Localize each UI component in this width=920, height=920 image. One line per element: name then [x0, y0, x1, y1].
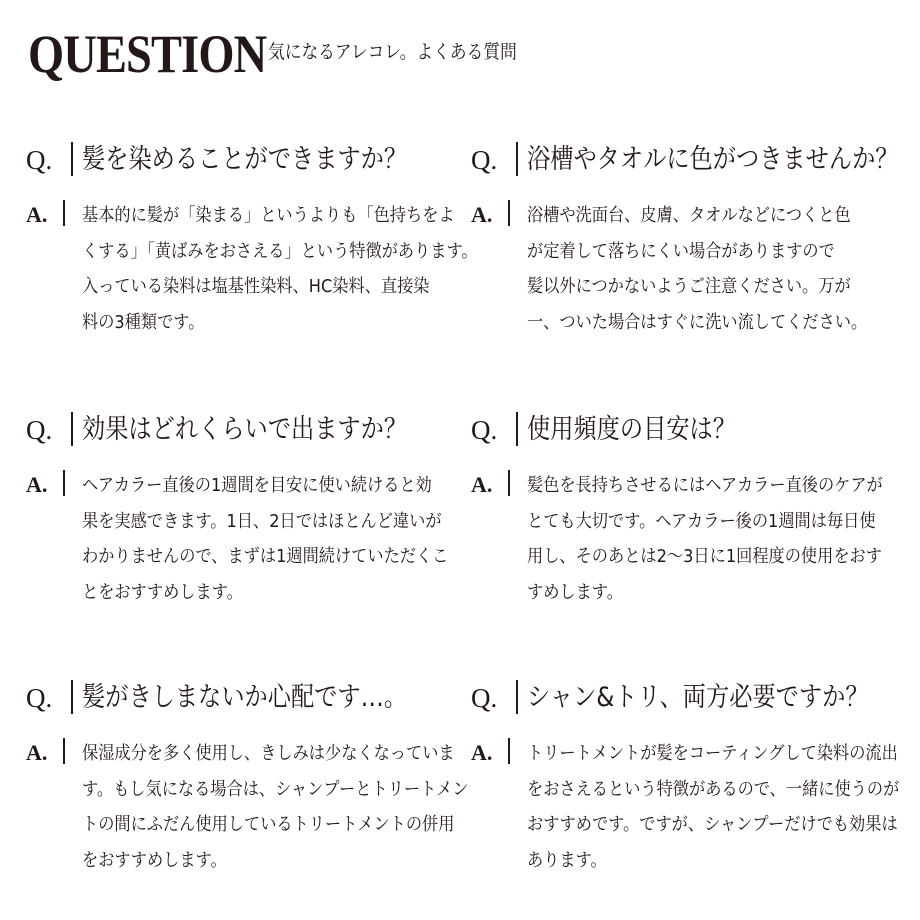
- question-row: [26, 138, 446, 182]
- answer-line: おすすめです。ですが、シャンプーだけでも効果は: [527, 814, 898, 835]
- answer-line: 果を実感できます。1日、2日ではほとんど違いが: [82, 510, 442, 532]
- answer-line: あります。: [527, 849, 607, 871]
- answer-line: 基本的に髪が「染まる」というよりも「色持ちをよ: [82, 205, 455, 226]
- answer-line: ヘアカラー直後の1週間を目安に使い続けると効: [82, 475, 432, 496]
- qa-item-usage-frequency: [471, 408, 891, 610]
- answer-label: A.: [471, 202, 493, 227]
- answer-block: [26, 198, 478, 340]
- question-divider: [516, 142, 518, 176]
- answer-divider: [63, 470, 65, 496]
- answer-block: [471, 736, 900, 878]
- answer-divider: [508, 200, 510, 226]
- page-subtitle: 気になるアレコレ。よくある質問: [268, 41, 517, 63]
- question-row: [26, 676, 446, 720]
- question-row: [471, 408, 891, 452]
- answer-line: 髪以外につかないようご注意ください。万が: [527, 276, 851, 297]
- answer-line: とても大切です。ヘアカラー後の1週間は毎日使: [527, 510, 876, 532]
- answer-line: くする」「黄ばみをおさえる」という特徴があります。: [82, 240, 478, 262]
- answer-divider: [508, 470, 510, 496]
- answer-line: す。もし気になる場合は、シャンプーとトリートメン: [82, 778, 469, 800]
- answer-line: が定着して落ちにくい場合がありますので: [527, 240, 835, 262]
- question-label: Q.: [471, 145, 498, 175]
- answer-block: [471, 468, 891, 610]
- answer-label: A.: [26, 472, 48, 497]
- question-label: Q.: [26, 683, 53, 713]
- answer-divider: [508, 738, 510, 764]
- question-text: 髪がきしまないか心配です…。: [82, 682, 408, 713]
- question-text: 髪を染めることができますか？: [82, 144, 408, 175]
- answer-text: [82, 736, 469, 878]
- answer-line: をおさえるという特徴があるので、一緒に使うのが: [527, 778, 900, 800]
- question-row: [471, 138, 899, 182]
- answer-divider: [63, 738, 65, 764]
- answer-text: [527, 736, 900, 878]
- question-label: Q.: [471, 415, 498, 445]
- answer-label: A.: [26, 202, 48, 227]
- page-header: [28, 24, 888, 84]
- answer-line: 髪色を長持ちさせるにはヘアカラー直後のケアが: [527, 475, 883, 496]
- answer-block: [26, 468, 449, 610]
- qa-item-effect-timing: [26, 408, 449, 610]
- answer-line: 用し、そのあとは2〜3日に1回程度の使用をおす: [527, 546, 882, 567]
- question-label: Q.: [26, 415, 53, 445]
- answer-line: 浴槽や洗面台、皮膚、タオルなどにつくと色: [527, 205, 851, 226]
- answer-text: [527, 198, 891, 340]
- question-text: シャン&トリ、両方必要ですか？: [527, 682, 869, 713]
- qa-item-hair-squeak: [26, 676, 469, 878]
- answer-line: 保湿成分を多く使用し、きしみは少なくなっていま: [82, 743, 455, 764]
- answer-line: 料の3種類です。: [82, 311, 205, 333]
- question-row: [471, 676, 891, 720]
- answer-line: わかりませんので、まずは1週間続けていただくこ: [82, 546, 449, 567]
- question-label: Q.: [26, 145, 53, 175]
- question-row: [26, 408, 446, 452]
- answer-label: A.: [471, 740, 493, 765]
- question-divider: [516, 680, 518, 714]
- answer-text: [82, 468, 449, 610]
- answer-line: すめします。: [527, 581, 623, 603]
- answer-label: A.: [26, 740, 48, 765]
- answer-line: をおすすめします。: [82, 849, 227, 871]
- answer-block: [471, 198, 891, 340]
- answer-line: トリートメントが髪をコーティングして染料の流出: [527, 743, 898, 764]
- qa-item-dye-hair: [26, 138, 478, 340]
- qa-item-stain-towel: [471, 138, 899, 340]
- question-divider: [71, 142, 73, 176]
- answer-line: 一、ついた場合はすぐに洗い流してください。: [527, 311, 868, 333]
- answer-text: [527, 468, 891, 610]
- question-divider: [71, 680, 73, 714]
- question-text: 効果はどれくらいで出ますか？: [82, 414, 408, 445]
- page-title: QUESTION: [28, 24, 267, 84]
- question-text: 使用頻度の目安は？: [527, 414, 736, 445]
- answer-divider: [63, 200, 65, 226]
- question-divider: [71, 412, 73, 446]
- question-text: 浴槽やタオルに色がつきませんか？: [527, 144, 899, 175]
- answer-block: [26, 736, 469, 878]
- question-divider: [516, 412, 518, 446]
- answer-line: とをおすすめします。: [82, 581, 243, 603]
- answer-line: 入っている染料は塩基性染料、HC染料、直接染: [82, 276, 430, 297]
- question-label: Q.: [471, 683, 498, 713]
- answer-line: トの間にふだん使用しているトリートメントの併用: [82, 814, 455, 835]
- answer-label: A.: [471, 472, 493, 497]
- qa-item-shampoo-treatment: [471, 676, 900, 878]
- answer-text: [82, 198, 478, 340]
